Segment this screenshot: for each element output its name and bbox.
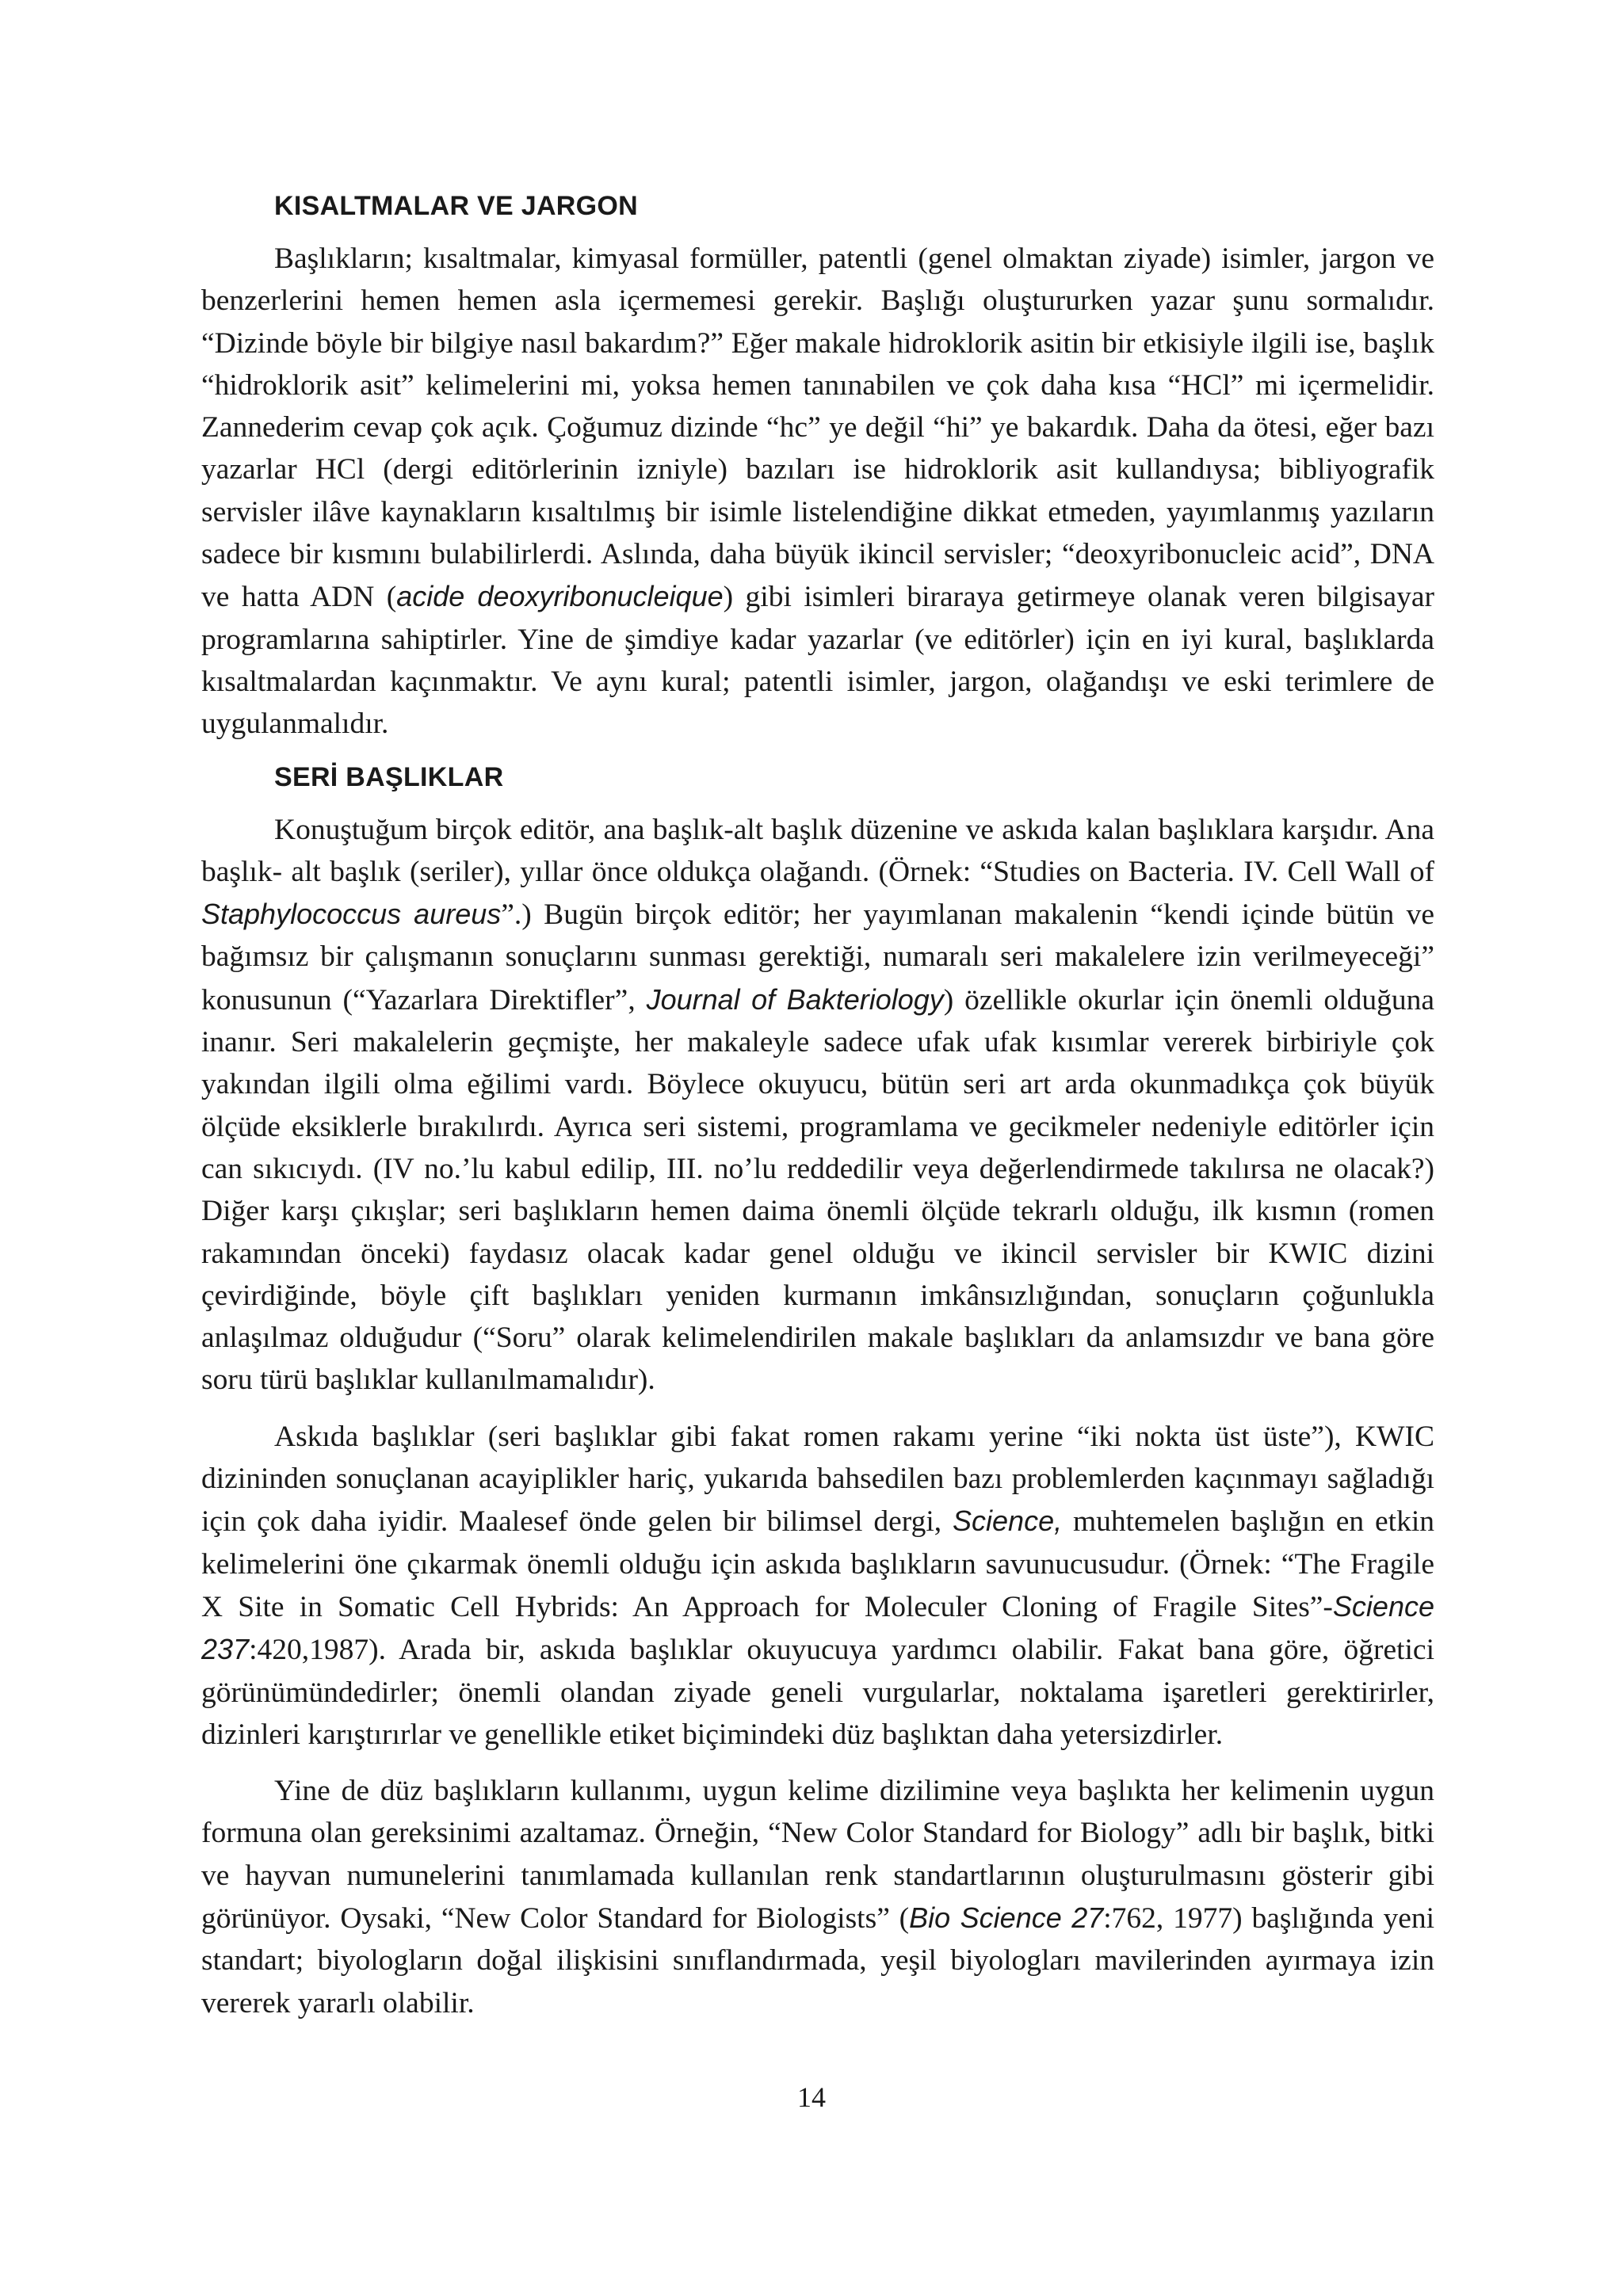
italic-run: Science 237 [201,1589,1434,1666]
text-run: Konuştuğum birçok editör, ana başlık-alt başlık düzenine ve askıda kalan başlıklara karşıdır. Ana başlık- alt başlık (seriler), yıllar önce oldukça olağandı. (Örnek: “Studies on Bacteria. IV. Cell Wall of [201,813,1434,888]
section-heading-abbreviations: KISALTMALAR VE JARGON [274,191,639,221]
text-run: ) özellikle okurlar için önemli olduğuna inanır. Seri makalelerin geçmişte, her makaleyle sadece ufak ufak kısımlar vererek birbiriyle çok yakından ilgili olma eğilimi vardı. Böylece okuyucu, bütün seri art arda okunmadıkça çok büyük ölçüde eksiklerle bırakılırdı. Ayrıca seri sistemi, programlama ve gecikmeler nedeniyle editörler için can sıkıcıydı. (IV no.’lu kabul edilip, III. no’lu reddedilir veya değerlendirmede takılırsa ne olacak?) Diğer karşı çıkışlar; seri başlıkların hemen daima önemli ölçüde tekrarlı olduğu, ilk kısmın (romen rakamından önceki) faydasız olacak kadar genel olduğu ve ikincil servisler bir KWIC dizini çevirdiğinde, böyle çift başlıkları yeniden kurmanın imkânsızlığından, sonuçların çoğunlukla anlaşılmaz olduğudur (“Soru” olarak kelimelendirilen makale başlıkları da anlamsızdır ve bana göre soru türü başlıklar kullanılmamalıdır). [201,983,1434,1397]
text-run: Askıda başlıklar (seri başlıklar gibi fakat romen rakamı yerine “iki nokta üst üste”), KWIC dizininden sonuçlanan acayiplikler hariç, yukarıda bahsedilen bazı problemlerden kaçınmayı sağladığı için çok daha iyidir. Maalesef önde gelen bir bilimsel dergi, [201,1420,1434,1539]
section-heading-series-titles: SERİ BAŞLIKLAR [274,761,504,792]
text-run: :420,1987). Arada bir, askıda başlıklar okuyucuya yardımcı olabilir. Fakat bana göre, öğretici görünümündedirler; önemli olandan ziyade geneli vurgularlar, noktalama işaretleri gerektirirler, dizinleri karıştırırlar ve genellikle etiket biçimindeki düz başlıktan daha yetersizdirler. [201,1634,1434,1751]
italic-run: acide deoxyribonucleique [396,580,724,613]
text-run: muhtemelen başlığın en etkin kelimelerini öne çıkarmak önemli olduğu için askıda başlıkların savunucusudur. (Örnek: “The Fragile X Site in Somatic Cell Hybrids: An Approach for Moleculer Cloning of Fragile Sites”- [201,1505,1434,1623]
paragraph [201,238,1434,746]
italic-run: Journal of Bakteriology [646,982,944,1016]
text-run: ) gibi isimleri biraraya getirmeye olanak veren bilgisayar programlarına sahiptirler. Yine de şimdiye kadar yazarlar (ve editörler) için en iyi kural, başlıklarda kısaltmalardan kaçınmaktır. Ve aynı kural; patentli isimler, jargon, olağandışı ve eski terimlere de uygulanmalıdır. [201,581,1434,741]
text-run: :762, 1977) başlığında yeni standart; biyologların doğal ilişkisini sınıflandırmada, yeşil biyologları mavilerinden ayırmaya izin vererek yararlı olabilir. [201,1901,1435,2019]
italic-run: Science, [953,1505,1063,1538]
italic-run: Bio Science 27 [909,1901,1104,1934]
page-number: 14 [797,2081,826,2113]
document-page [201,189,1434,2039]
paragraph [201,1416,1434,1756]
italic-run: Staphylococcus aureus [201,898,502,931]
text-run: Yine de düz başlıkların kullanımı, uygun kelime dizilimine veya başlıkta her kelimenin uygun formuna olan gereksinimi azaltamaz. Örneğin, “New Color Standard for Biology” adlı bir başlık, bitki ve hayvan numunelerini tanımlamada kullanılan renk standartlarının oluşturulmasını gösterir gibi görünüyor. Oysaki, “New Color Standard for Biologists” ( [201,1775,1434,1935]
text-run: Başlıkların; kısaltmalar, kimyasal formüller, patentli (genel olmaktan ziyade) isimler, jargon ve benzerlerini hemen hemen asla içermemesi gerekir. Başlığı oluştururken yazar şunu sormalıdır. “Dizinde böyle bir bilgiye nasıl bakardım?” Eğer makale hidroklorik asitin bir etkisiyle ilgili ise, başlık “hidroklorik asit” kelimelerini mi, yoksa hemen tanınabilen ve çok daha kısa “HCl” mi içermelidir. Zannederim cevap çok açık. Çoğumuz dizinde “hc” ye değil “hi” ye bakardık. Daha da ötesi, eğer bazı yazarlar HCl (dergi editörlerinin izniyle) bazıları ise hidroklorik asit kullandıysa; bibliyografik servisler ilâve kaynakların kısaltılmış bir isimle listelendiğine dikkat etmeden, yayımlanmış yazıların sadece bir kısmını bulabilirlerdi. Aslında, daha büyük ikincil servisler; “deoxyribonucleic acid”, DNA ve hatta ADN ( [201,242,1434,614]
paragraph [201,809,1434,1402]
paragraph [201,1770,1434,2024]
text-run: ”.) Bugün birçok editör; her yayımlanan makalenin “kendi içinde bütün ve bağımsız bir çalışmanın sonuçlarını sunması gerektiği, numaralı seri makalelere izin verilmeyeceği” konusunun (“Yazarlara Direktifler”, [201,898,1434,1016]
